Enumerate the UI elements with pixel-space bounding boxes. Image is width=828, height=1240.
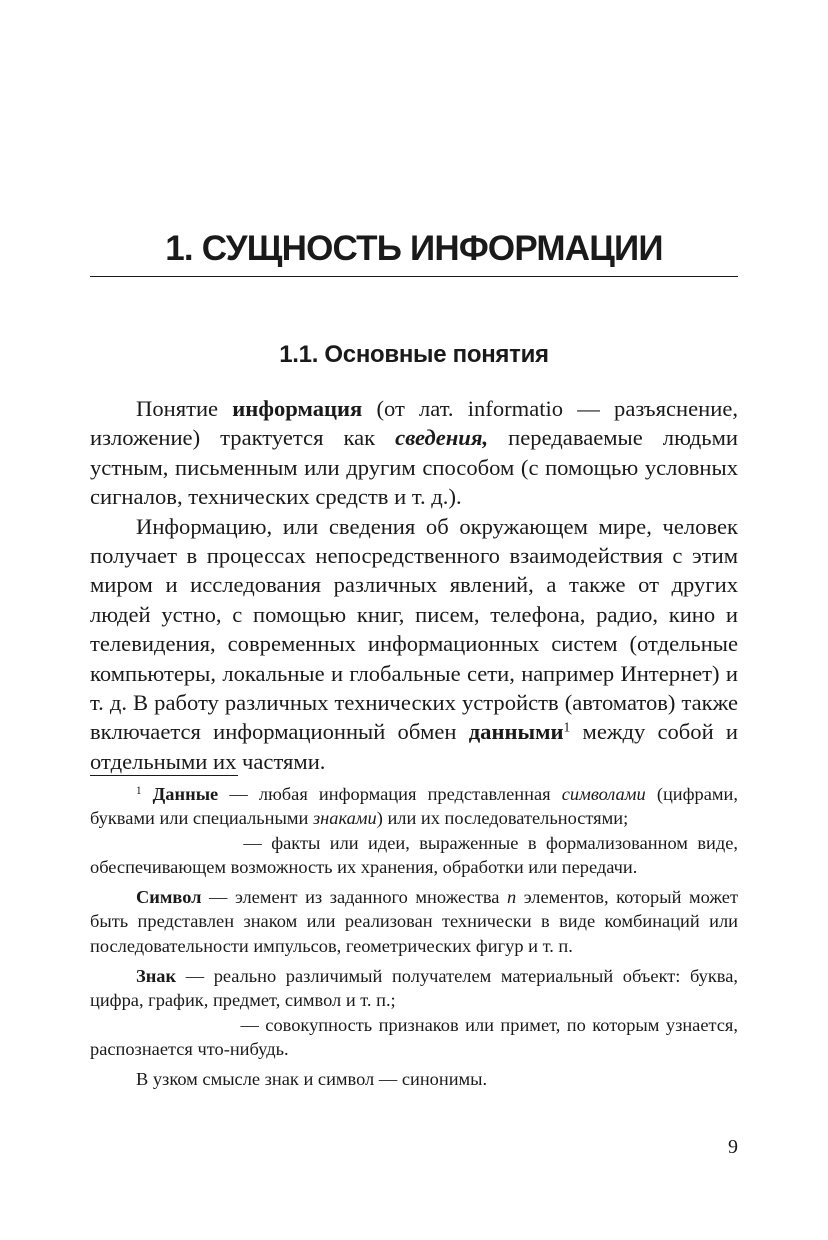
fn2-text: — факты или идеи, выраженные в формализованном виде, обеспечивающем возможность их хранения, обработки или передачи. (90, 832, 738, 877)
footnote-number: 1 (136, 784, 142, 797)
fn-term-znak: Знак (136, 966, 177, 987)
footnote-separator (90, 775, 238, 776)
fn3-text-1: — элемент из заданного множества (201, 887, 507, 908)
fn1-italic-simvolami: символами (561, 784, 646, 804)
page-number: 9 (728, 1136, 738, 1158)
chapter-title: 1. СУЩНОСТЬ ИНФОРМАЦИИ (165, 229, 663, 268)
fn3-variable-n: n (507, 887, 517, 908)
p1-text-1: Понятие (136, 396, 233, 421)
fn1-text-3: ) или их последовательностями; (376, 808, 629, 829)
footnote-6 (90, 1067, 738, 1091)
term-dannymi: данными (468, 719, 564, 745)
p2-text-2: между собой и отдельными их частями. (90, 719, 738, 774)
fn4-text: — реально различимый получателем материальный объект: буква, цифра, график, предмет, символ и т. п.; (90, 966, 738, 1011)
p1-text-3: передаваемые людьми устным, письменным или другим способом (с помощью условных сигналов, технических средств и т. д.). (90, 425, 738, 510)
fn3-text-2: элементов, который может быть представлен знаком или реализован технически в виде комбинаций или последовательности импульсов, геометрических фигур и т. п. (90, 887, 739, 956)
section-title: 1.1. Основные понятия (279, 341, 549, 368)
fn1-text-2: (цифрами, буквами или специальными (90, 784, 738, 829)
term-svedeniya: сведения, (395, 425, 489, 451)
fn1-text-1: — любая информация представленная (218, 784, 562, 804)
chapter-title-underline (90, 276, 738, 277)
footnote-ref-1[interactable]: 1 (563, 720, 571, 736)
book-page (90, 0, 738, 1240)
fn-term-simvol: Символ (136, 887, 202, 908)
footnote-5 (90, 1013, 738, 1062)
body-text (90, 394, 738, 776)
paragraph-2 (90, 512, 738, 777)
fn-term-dannye: Данные (152, 784, 219, 804)
footnote-1 (90, 782, 738, 831)
footnote-3 (90, 885, 738, 958)
footnote-2 (90, 831, 738, 880)
term-informatsiya: информация (232, 396, 363, 421)
footnote-4 (90, 964, 738, 1013)
fn5-text: — совокупность признаков или примет, по которым узнается, распознается что-нибудь. (90, 1014, 738, 1059)
fn1-italic-znakami: знаками (312, 808, 377, 829)
footnotes (90, 782, 738, 1092)
p2-text-1: Информацию, или сведения об окружающем мире, человек получает в процессах непосредственного взаимодействия с этим миром и исследования различных явлений, а также от других людей устно, с помощью книг, писем, телефона, радио, кино и телевидения, современных информационных систем (отдельные компьютеры, локальные и глобальные сети, например Интернет) и т. д. В работу различных технических устройств (автоматов) также включается информационный обмен (90, 513, 738, 745)
p1-text-2: (от лат. informatio — разъяснение, изложение) трактуется как (90, 396, 739, 451)
paragraph-1 (90, 394, 738, 512)
fn6-text: В узком смысле знак и символ — синонимы. (136, 1069, 488, 1090)
